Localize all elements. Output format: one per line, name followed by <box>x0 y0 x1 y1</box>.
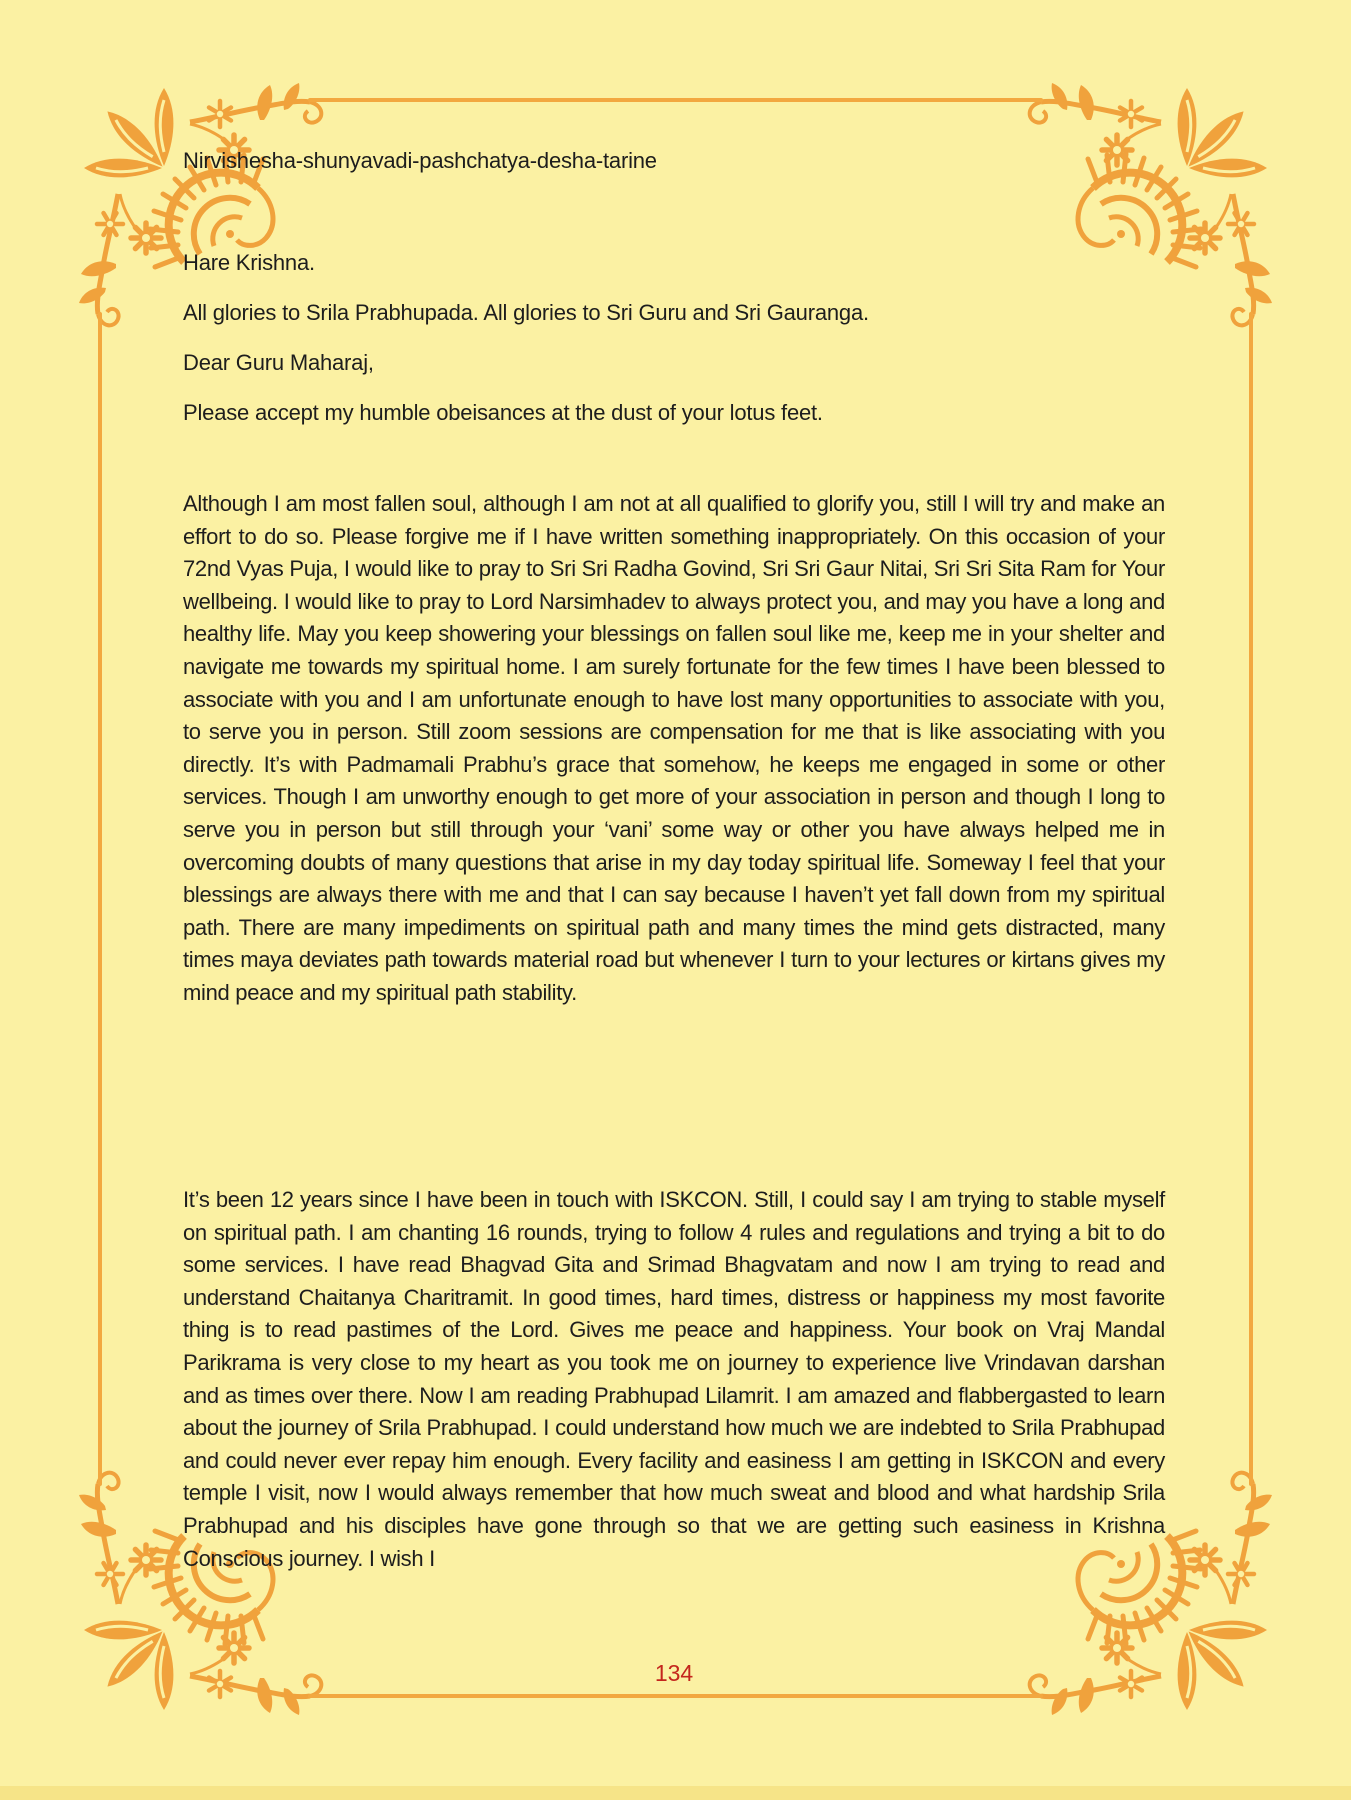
border-rule-bottom <box>308 1694 1043 1698</box>
border-rule-top <box>308 98 1043 102</box>
salutation-line: Please accept my humble obeisances at the dust of your lotus feet. <box>183 400 823 425</box>
salutation-line: Dear Guru Maharaj, <box>183 350 374 375</box>
border-rule-right <box>1249 312 1253 1486</box>
letter-paragraph: Although I am most fallen soul, although I am not at all qualified to glorify you, still I will try and make an effort to do so. Please forgive me if I have written something inappropriately. On this occasion of your 72nd Vyas Puja, I would like to pray to Sri Sri Radha Govind, Sri Sri Gaur Nitai, Sri Sri Sita Ram for Your wellbeing. I would like to pray to Lord Narsimhadev to always protect you, and may you have a long and healthy life. May you keep showering your blessings on fallen soul like me, keep me in your shelter and navigate me towards my spiritual home. I am surely fortunate for the few times I have been blessed to associate with you and I am unfortunate enough to have lost many opportunities to associate with you, to serve you in person. Still zoom sessions are compensation for me that is like associating with you directly. It’s with Padmamali Prabhu’s grace that somehow, he keeps me engaged in some or other services. Though I am unworthy enough to get more of your association in person and though I long to serve you in person but still through your ‘vani’ some way or other you have always helped me in overcoming doubts of many questions that arise in my day today spiritual life. Someway I feel that your blessings are always there with me and that I can say because I haven’t yet fall down from my spiritual path. There are many impediments on spiritual path and many times the mind gets distracted, many times maya deviates path towards material road but whenever I turn to your lectures or kirtans gives my mind peace and my spiritual path stability. <box>183 491 1165 1005</box>
border-rule-left <box>98 312 102 1486</box>
page-header-title: Nirvishesha-shunyavadi-pashchatya-desha-tarine <box>183 148 657 173</box>
letter-salutation <box>183 248 1165 448</box>
letter-paragraph: It’s been 12 years since I have been in touch with ISKCON. Still, I could say I am trying to stable myself on spiritual path. I am chanting 16 rounds, trying to follow 4 rules and regulations and trying a bit to do some services. I have read Bhagvad Gita and Srimad Bhagvatam and now I am trying to read and understand Chaitanya Charitramit. In good times, hard times, distress or happiness my most favorite thing is to read pastimes of the Lord. Gives me peace and happiness. Your book on Vraj Mandal Parikrama is very close to my heart as you took me on journey to experience live Vrindavan darshan and as times over there. Now I am reading Prabhupad Lilamrit. I am amazed and flabbergasted to learn about the journey of Srila Prabhupad. I could understand how much we are indebted to Srila Prabhupad and could never ever repay him enough. Every facility and easiness I am getting in ISKCON and every temple I visit, now I would always remember that how much sweat and blood and what hardship Srila Prabhupad and his disciples have gone through so that we are getting such easiness in Krishna Conscious journey. I wish I <box>183 1187 1165 1571</box>
page-number: 134 <box>654 1660 694 1686</box>
salutation-line: Hare Krishna. <box>183 250 315 275</box>
page-bottom-edge <box>0 1786 1351 1800</box>
salutation-line: All glories to Srila Prabhupada. All glories to Sri Guru and Sri Gauranga. <box>183 300 869 325</box>
